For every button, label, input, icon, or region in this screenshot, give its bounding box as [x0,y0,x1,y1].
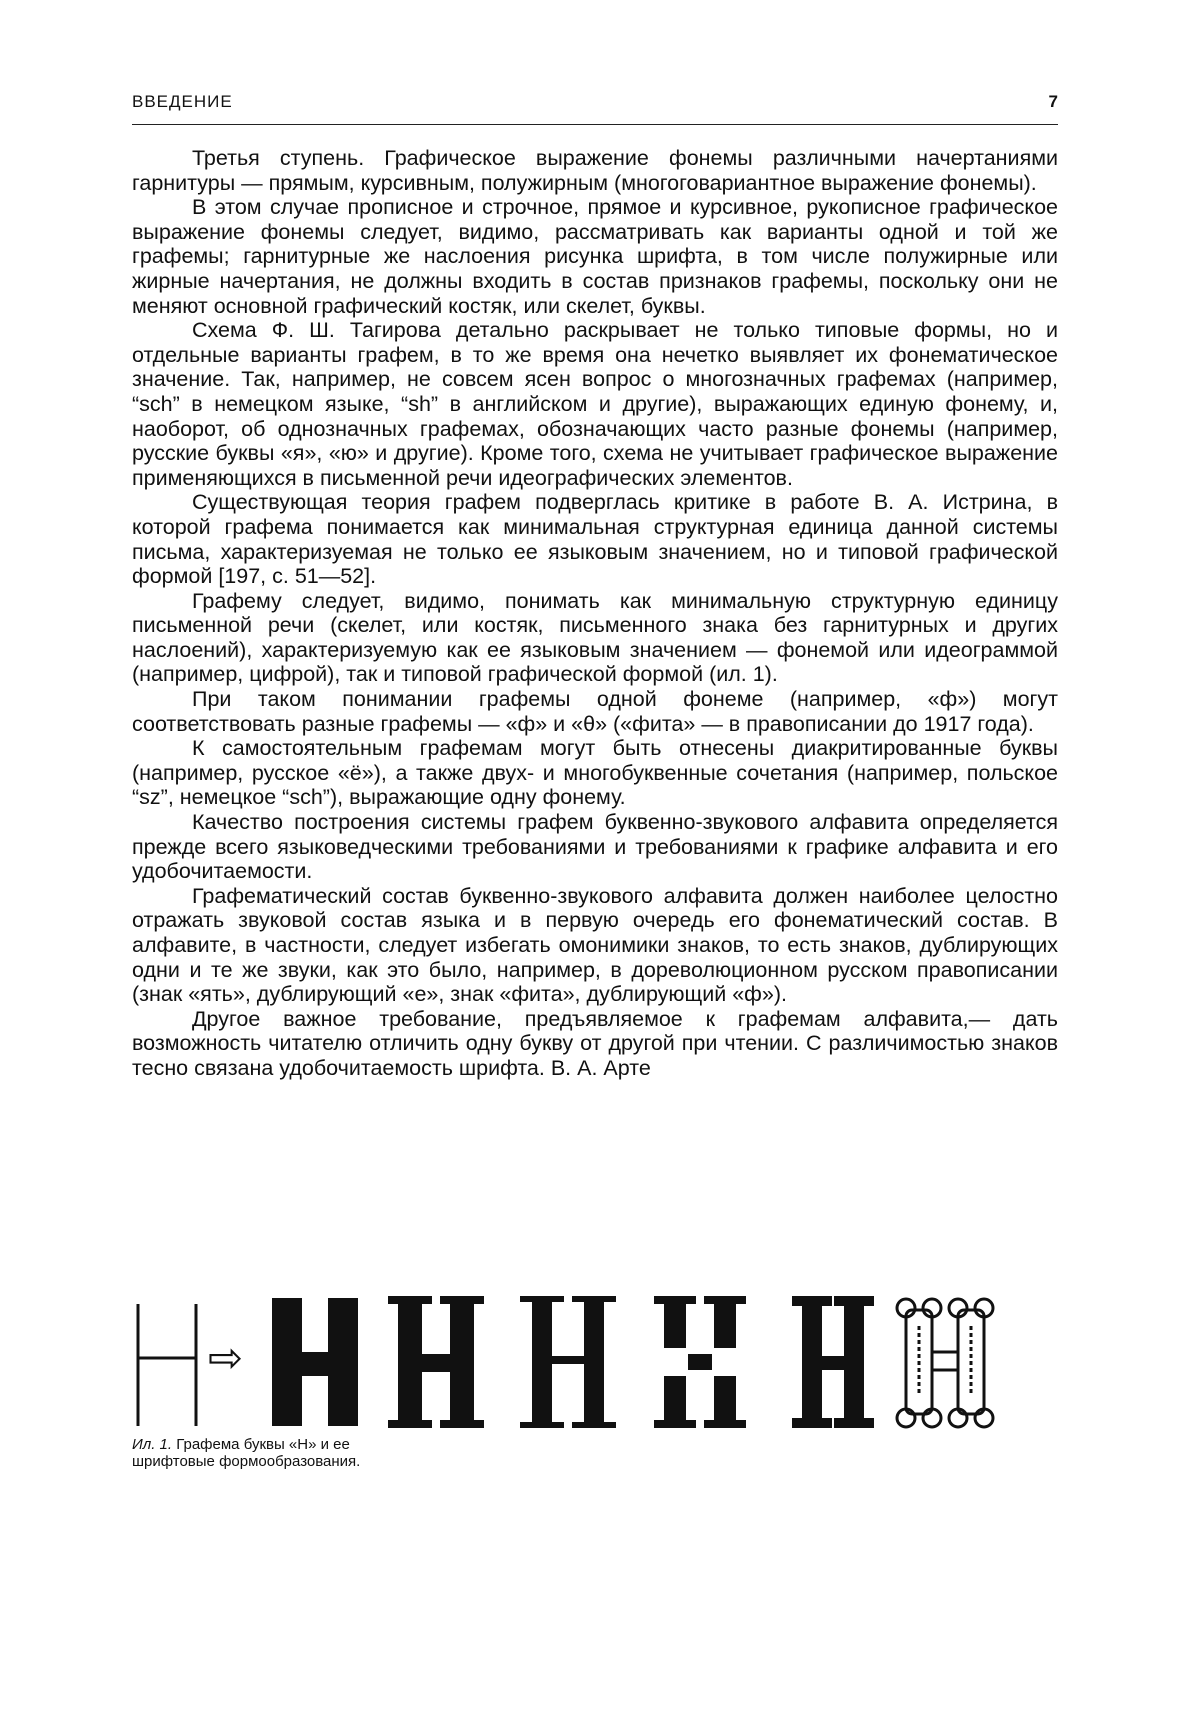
paragraph: Другое важное требование, предъявляемое к графемам алфавита,— дать возможность читателю отличить одну букву от другой при чтении. С различимостью знаков тесно связана удобочитаемость шрифта. В. А. Арте [132,1006,1058,1080]
paragraph: Качество построения системы графем буквенно-звукового алфавита определяется прежде всего языковедческими требованиями и требованиями к графике алфавита и его удобочитаемости. [132,810,1058,884]
paragraph: При таком понимании графемы одной фонеме (например, «ф») могут соответствовать разные графемы — «ф» и «θ» («фита» — в правописании до 1917 года). [132,687,1058,736]
skeleton-grapheme [138,1304,196,1426]
letter-variant-bold-sans [272,1298,358,1426]
paragraph: Графему следует, видимо, понимать как минимальную структурную единицу письменной речи (скелет, или костяк, письменного знака без гарнитурных и других наслоений), характеризуемую как ее языковым значением — фонемой или идеограммой (например, цифрой), так и типовой графической формой (ил. 1). [132,588,1058,687]
figure-caption [132,1436,432,1470]
header-rule [132,124,1058,125]
page-header [132,92,1058,116]
paragraph: В этом случае прописное и строчное, прямое и курсивное, рукописное графическое выражение фонемы следует, видимо, рассматривать как варианты одной и той же графемы; гарнитурные же наслоения рисунка шрифта, в том числе полужирные или жирные начертания, не должны входить в состав признаков графемы, поскольку они не меняют основной графический костяк, или скелет, буквы. [132,195,1058,318]
page-number: 7 [1048,92,1058,111]
body-text [132,146,1058,1081]
caption-text: Графема буквы «Н» и ее шрифтовые формообразования. [132,1436,361,1470]
paragraph: Схема Ф. Ш. Тагирова детально раскрывает не только типовые формы, но и отдельные варианты графем, в то же время она нечетко выявляет их фонематическое значение. Так, например, не совсем ясен вопрос о многозначных графемах (например, “sch” в немецком языке, “sh” в английском и другие), выражающих единую фонему, и, наоборот, об однозначных графемах, обозначающих часто разные фонемы (например, русские буквы «я», «ю» и другие). Кроме того, схема не учитывает графическое выражение применяющихся в письменной речи идеографических элементов. [132,318,1058,490]
running-head: ВВЕДЕНИЕ [132,92,233,111]
letter-variant-ornamental [897,1299,993,1427]
paragraph: Третья ступень. Графическое выражение фонемы различными начертаниями гарнитуры — прямым, курсивным, полужирным (многоговариантное выражение фонемы). [132,146,1058,195]
paragraph: Существующая теория графем подверглась критике в работе В. А. Истрина, в которой графема понимается как минимальная структурная единица данной системы письма, характеризуемая не только ее языковым значением, но и типовой графической формой [197, с. 51—52]. [132,490,1058,589]
letter-variant-slab [388,1296,484,1428]
arrow-icon: ⇨ [208,1333,244,1382]
paragraph: Графематический состав буквенно-звукового алфавита должен наиболее целостно отражать звуковой состав языка и в первую очередь его фонематический состав. В алфавите, в частности, следует избегать омонимики знаков, то есть знаков, дублирующих одни и те же звуки, как это было, например, в дореволюционном русском правописании (знак «ять», дублирующий «е», знак «фита», дублирующий «ф»). [132,883,1058,1007]
caption-lead: Ил. 1. [132,1436,173,1453]
figure-illustration [132,1296,1072,1436]
letter-variant-serif [520,1296,616,1428]
letter-variant-bold-serif [792,1296,874,1428]
figure-grapheme-h [132,1296,1072,1436]
paragraph: К самостоятельным графемам могут быть отнесены диакритированные буквы (например, русское «ё»), а также двух- и многобуквенные сочетания (например, польское “sz”, немецкое “sch”), выражающие одну фонему. [132,736,1058,810]
letter-variant-stencil [654,1296,746,1428]
